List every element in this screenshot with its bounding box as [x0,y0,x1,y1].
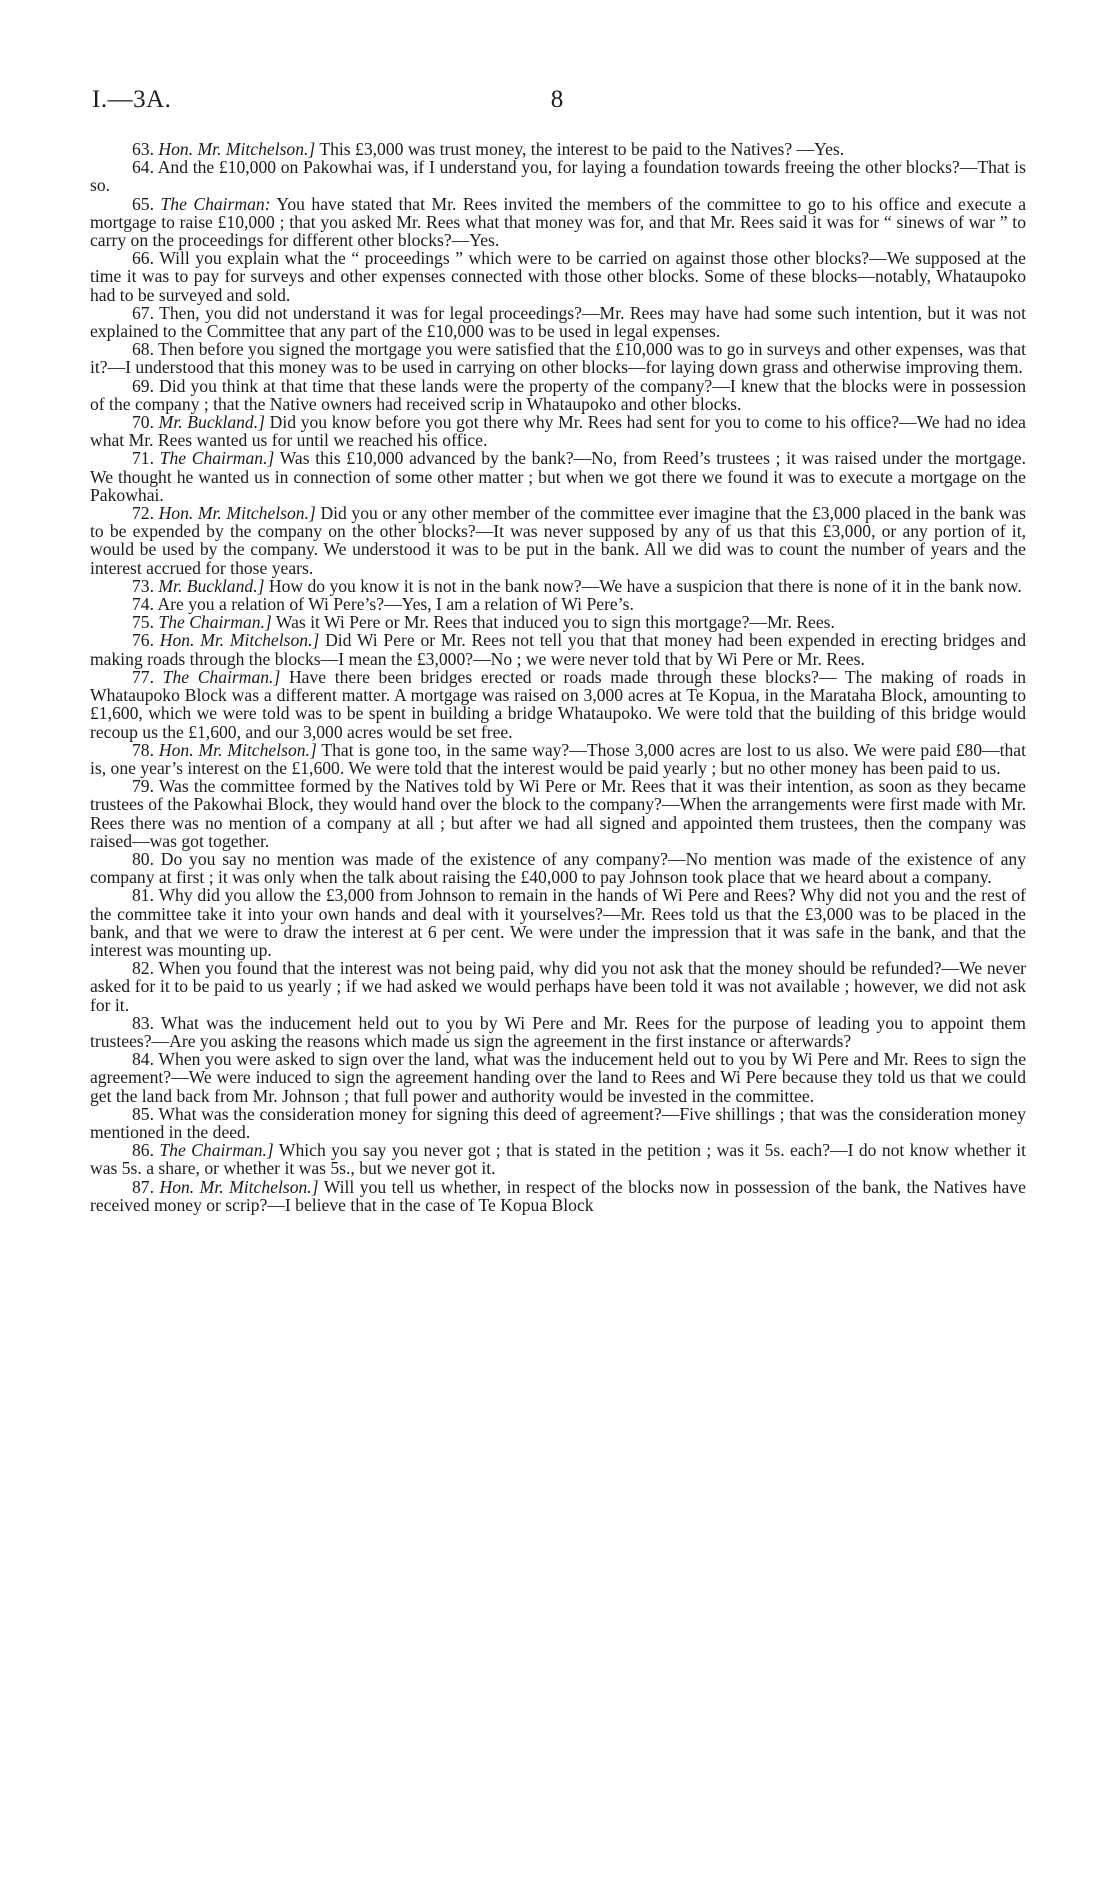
question-number: 68. [132,339,154,360]
question-answer-text: Did Wi Pere or Mr. Rees not tell you that that money had been expended in erecting bridges and making roads through the blocks—I mean the £3,000?—No ; we were never told that by Wi Pere or Mr. Rees. [90,630,1026,669]
question-paragraph [90,304,1026,340]
question-answer-text: Did you know before you got there why Mr. Rees had sent for you to come to his office?—We had no idea what Mr. Rees wanted us for until we reached his office. [90,412,1026,451]
speaker-name: Hon. Mr. Mitchelson.] [158,139,316,159]
question-number: 79. [132,776,154,797]
question-paragraph [90,668,1026,741]
question-number: 70. [132,412,154,433]
question-answer-text: How do you know it is not in the bank now?—We have a suspicion that there is none of it in the bank now. [268,575,1022,596]
question-paragraph [90,504,1026,577]
question-number: 76. [132,630,154,651]
question-number: 78. [132,739,154,760]
question-answer-text: When you were asked to sign over the land, what was the inducement held out to you by Wi Pere and Mr. Rees to sign the agreement?—We were induced to sign the agreement handing over the land to Rees and Wi Pere because they told us that we could get the land back from Mr. Johnson ; that full power and authority would be invested in the committee. [90,1049,1026,1106]
document-reference: I.—3A. [92,86,172,113]
question-answer-text: That is gone too, in the same way?—Those 3,000 acres are lost to us also. We were paid £80—that is, one year’s interest on the £1,600. We were told that the interest would be paid yearly ; but no other money has been paid to us. [90,739,1026,778]
question-paragraph [90,449,1026,504]
question-answer-text: Do you say no mention was made of the existence of any company?—No mention was made of the existence of any company at first ; it was only when the talk about raising the £40,000 to pay Johnson took place that we heard about a company. [90,848,1027,888]
question-answer-text: Will you explain what the “ proceedings ” which were to be carried on against those other blocks?—We supposed at the time it was to pay for surveys and other expenses connected with those other blocks. Some of these blocks—notably, Whataupoko had to be surveyed and sold. [90,248,1026,305]
question-paragraph [90,1178,1026,1214]
question-answer-text: Are you a relation of Wi Pere’s?—Yes, I am a relation of Wi Pere’s. [157,594,634,615]
question-answer-text: Will you tell us whether, in respect of the blocks now in possession of the bank, the Natives have received money or scrip?—I believe that in the case of Te Kopua Block [90,1176,1026,1215]
question-paragraph [90,850,1026,886]
question-paragraph [90,1050,1026,1105]
speaker-name: Hon. Mr. Mitchelson.] [158,503,316,524]
question-paragraph [90,158,1026,194]
question-number: 72. [132,503,154,524]
speaker-name: Hon. Mr. Mitchelson.] [159,1176,319,1197]
question-paragraph [90,1105,1026,1141]
question-number: 71. [132,448,154,469]
question-answer-text: Then before you signed the mortgage you were satisfied that the £10,000 was to go in surveys and other expenses, was that it?—I understood that this money was to be used in carrying on other blocks—for laying down grass and otherwise improving them. [90,339,1026,378]
question-answer-text: Which you say you never got ; that is stated in the petition ; was it 5s. each?—I do not know whether it was 5s. a share, or whether it was 5s., but we never got it. [90,1140,1026,1179]
question-paragraph [90,340,1026,376]
question-paragraph [90,1141,1026,1177]
question-paragraph [90,195,1026,250]
speaker-name: Hon. Mr. Mitchelson.] [158,739,317,760]
speaker-name: The Chairman.] [159,1140,274,1161]
question-number: 84. [132,1049,154,1070]
question-number: 77. [132,666,154,687]
speaker-name: Mr. Buckland.] [158,412,265,433]
question-answer-text: Have there been bridges erected or roads made through these blocks?— The making of roads in Whataupoko Block was a different matter. A mortgage was raised on 3,000 acres at Te Kopua, in the Marataha Block, amounting to £1,600, which we were told was to be spent in building a bridge Whataupoko. We were told that the building of this bridge would recoup us the £1,600, and our 3,000 acres would be set free. [90,666,1027,742]
question-paragraph [90,249,1026,304]
question-answer-text: Did you or any other member of the committee ever imagine that the £3,000 placed in the bank was to be expended by the company on the other blocks?—It was never supposed by any of us that this £3,000, or any portion of it, would be used by the company. We understood it was to be put in the bank. All we did was to count the number of years and the interest accrued for those years. [90,503,1026,578]
question-paragraph [90,613,1026,631]
question-paragraph [90,577,1026,595]
speaker-name: The Chairman: [160,193,271,214]
question-answer-text: Why did you allow the £3,000 from Johnson to remain in the hands of Wi Pere and Rees? Why did not you and the rest of the committee take it into your own hands and deal with it yourselves?—Mr. Rees told us that the £3,000 was to be placed in the bank, and that we were to draw the interest at 6 per cent. We were under the impression that it was safe in the bank, and that the interest was mounting up. [90,885,1026,960]
question-answer-text: Did you think at that time that these lands were the property of the company?—I knew that the blocks were in possession of the company ; that the Native owners had received scrip in Whataupoko and other blocks. [90,375,1026,414]
question-number: 81. [132,885,154,906]
question-paragraph [90,1014,1026,1050]
question-number: 87. [132,1176,154,1197]
page-number: 8 [550,86,564,113]
question-number: 64. [132,157,154,178]
question-paragraph [90,959,1026,1014]
speaker-name: Hon. Mr. Mitchelson.] [159,630,320,651]
question-paragraph [90,595,1026,613]
question-number: 85. [132,1103,154,1124]
question-answer-text: You have stated that Mr. Rees invited the members of the committee to go to his office and execute a mortgage to raise £10,000 ; that you asked Mr. Rees what that money was for, and that Mr. Rees said it was for “ sinews of war ” to carry on the proceedings for different other blocks?—Yes. [90,193,1027,251]
question-number: 86. [132,1140,154,1161]
question-answer-text: This £3,000 was trust money, the interest to be paid to the Natives? —Yes. [319,139,845,159]
question-paragraph [90,377,1026,413]
question-answer-text: And the £10,000 on Pakowhai was, if I understand you, for laying a foundation towards freeing the other blocks?—That is so. [90,157,1026,196]
question-answer-text: Was the committee formed by the Natives told by Wi Pere or Mr. Rees that it was their intention, as soon as they became trustees of the Pakowhai Block, they would hand over the block to the company?—When the arrangements were first made with Mr. Rees there was no mention of a company at all ; but after we had all signed and appointed them trustees, then the company was raised—was got together. [90,776,1026,851]
question-answer-text: Was it Wi Pere or Mr. Rees that induced you to sign this mortgage?—Mr. Rees. [275,612,835,633]
question-paragraph [90,886,1026,959]
question-answer-text: Then, you did not understand it was for legal proceedings?—Mr. Rees may have had some such intention, but it was not explained to the Committee that any part of the £10,000 was to be used in legal expenses. [90,302,1026,342]
question-number: 65. [132,193,154,214]
speaker-name: Mr. Buckland.] [158,575,265,596]
speaker-name: The Chairman.] [159,448,275,469]
question-number: 69. [132,375,154,396]
question-answer-text: What was the consideration money for signing this deed of agreement?—Five shillings ; that was the consideration money mentioned in the deed. [90,1103,1026,1142]
question-number: 74. [132,594,154,615]
question-number: 80. [132,848,154,869]
question-answer-text: When you found that the interest was not being paid, why did you not ask that the money should be refunded?—We never asked for it to be paid to us yearly ; if we had asked we would perhaps have been told it was not available ; however, we did not ask for it. [90,958,1026,1015]
question-paragraph [90,413,1026,449]
question-paragraph [90,777,1026,850]
evidence-text [90,140,1026,1214]
page-header [92,86,1022,116]
question-number: 63. [132,139,154,159]
question-number: 75. [132,612,154,633]
question-number: 82. [132,958,154,979]
speaker-name: The Chairman.] [158,612,272,633]
question-paragraph [90,140,1026,158]
speaker-name: The Chairman.] [162,666,281,687]
question-answer-text: Was this £10,000 advanced by the bank?—No, from Reed’s trustees ; it was raised under the mortgage. We thought he wanted us in connection of some other matter ; but when we got there we found it was to execute a mortgage on the Pakowhai. [90,448,1026,505]
question-answer-text: What was the inducement held out to you by Wi Pere and Mr. Rees for the purpose of leading you to appoint them trustees?—Are you asking the reasons which made us sign the agreement in the first instance or afterwards? [90,1012,1026,1051]
question-paragraph [90,631,1026,667]
question-number: 73. [132,575,154,596]
question-number: 67. [132,302,154,323]
question-number: 83. [132,1012,154,1033]
question-number: 66. [132,248,154,269]
question-paragraph [90,741,1026,777]
